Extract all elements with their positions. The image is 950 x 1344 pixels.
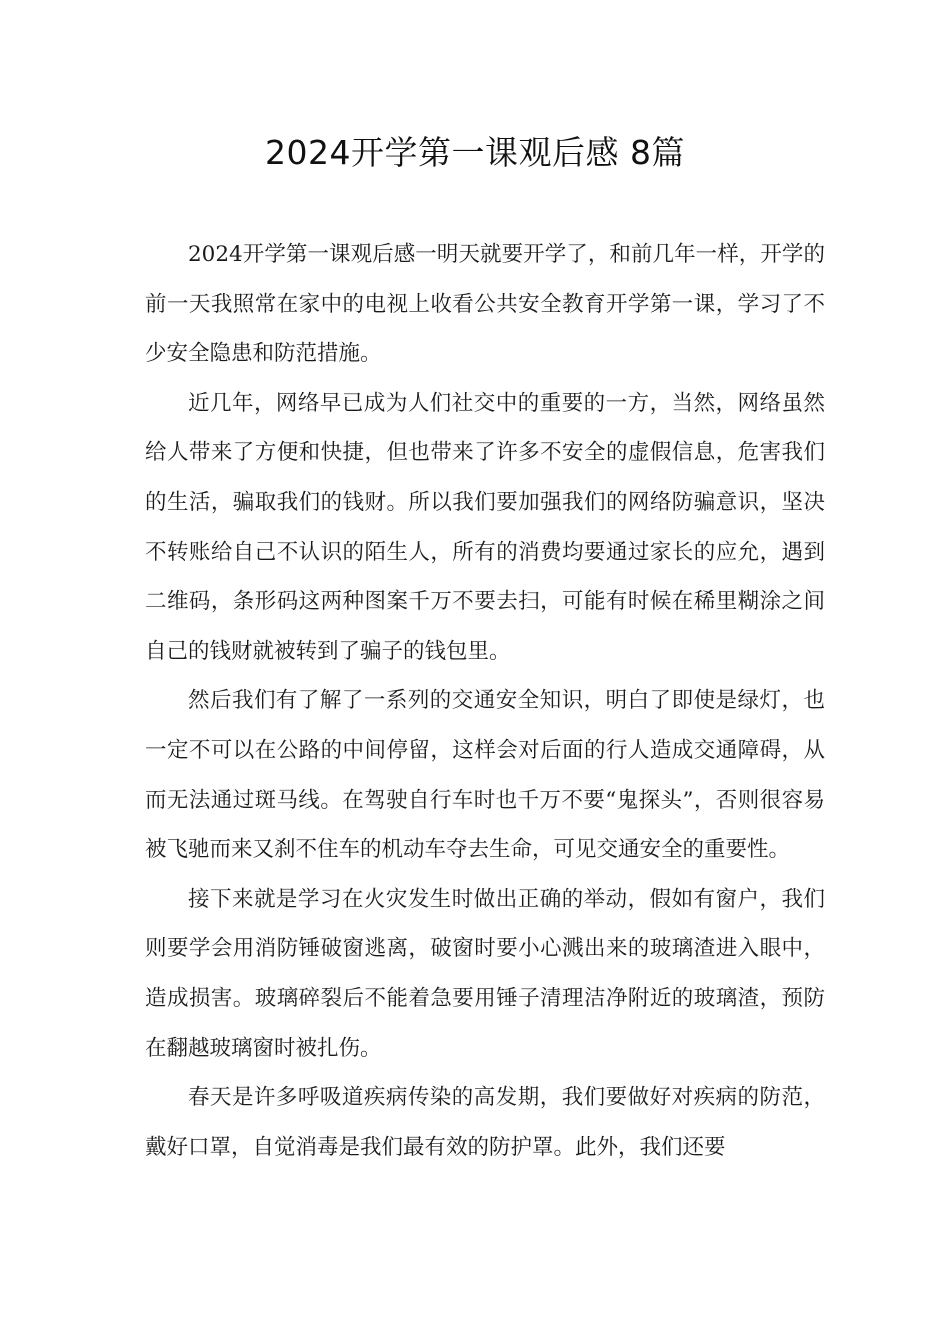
paragraph-1: 2024开学第一课观后感一明天就要开学了，和前几年一样，开学的前一天我照常在家中的电视上收看公共安全教育开学第一课，学习了不少安全隐患和防范措施。 [145,242,825,367]
paragraph-5: 春天是许多呼吸道疾病传染的高发期，我们要做好对疾病的防范，戴好口罩，自觉消毒是我们最有效的防护罩。此外，我们还要 [145,1085,825,1160]
paragraph-2: 近几年，网络早已成为人们社交中的重要的一方，当然，网络虽然给人带来了方便和快捷，但也带来了许多不安全的虚假信息，危害我们的生活，骗取我们的钱财。所以我们要加强我们的网络防骗意识，坚决不转账给自己不认识的陌生人，所有的消费均要通过家长的应允，遇到二维码，条形码这两种图案千万不要去扫，可能有时候在稀里糊涂之间自己的钱财就被转到了骗子的钱包里。 [145,390,825,664]
paragraph-4: 接下来就是学习在火灾发生时做出正确的举动，假如有窗户，我们则要学会用消防锤破窗逃离，破窗时要小心溅出来的玻璃渣进入眼中，造成损害。玻璃碎裂后不能着急要用锤子清理洁净附近的玻璃渣，预防在翻越玻璃窗时被扎伤。 [145,886,825,1061]
document-body [145,230,825,1172]
document-title: 2024开学第一课观后感 8篇 [265,133,685,172]
paragraph-3: 然后我们有了解了一系列的交通安全知识，明白了即使是绿灯，也一定不可以在公路的中间停留，这样会对后面的行人造成交通障碍，从而无法通过斑马线。在驾驶自行车时也千万不要“鬼探头”，否则很容易被飞驰而来又刹不住车的机动车夺去生命，可见交通安全的重要性。 [145,688,825,863]
